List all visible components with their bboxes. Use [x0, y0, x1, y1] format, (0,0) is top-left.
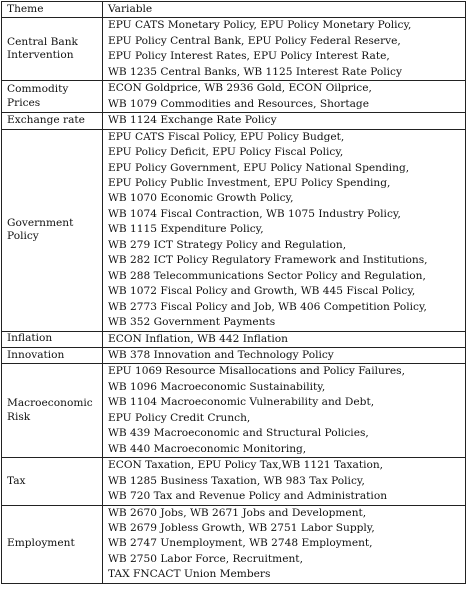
header-variable: Variable [103, 2, 466, 18]
variable-line: EPU CATS Monetary Policy, EPU Policy Monetary Policy, [108, 19, 412, 32]
variable-cell [103, 347, 466, 363]
table-row [2, 505, 466, 583]
variable-line: WB 439 Macroeconomic and Structural Policies, [108, 427, 369, 440]
variable-line: WB 720 Tax and Revenue Policy and Administration [108, 490, 388, 503]
table-row [2, 458, 466, 505]
variable-line: WB 282 ICT Policy Regulatory Framework and Institutions, [108, 254, 428, 267]
variable-line: ECON Taxation, EPU Policy Tax,WB 1121 Taxation, [108, 459, 384, 472]
theme-cell: Commodity Prices [2, 81, 103, 113]
variable-line: EPU Policy Interest Rates, EPU Policy Interest Rate, [108, 50, 390, 63]
variable-line: WB 288 Telecommunications Sector Policy and Regulation, [108, 269, 426, 282]
theme-cell: Exchange rate [2, 113, 103, 129]
theme-cell: Innovation [2, 347, 103, 363]
variable-cell [103, 364, 466, 458]
variable-cell [103, 458, 466, 505]
theme-variable-table [1, 1, 466, 584]
theme-cell: Inflation [2, 331, 103, 347]
variable-line: EPU CATS Fiscal Policy, EPU Policy Budget, [108, 130, 345, 143]
variable-cell [103, 505, 466, 583]
variable-cell [103, 18, 466, 81]
variable-line: WB 2679 Jobless Growth, WB 2751 Labor Supply, [108, 521, 375, 534]
variable-line: WB 1074 Fiscal Contraction, WB 1075 Industry Policy, [108, 207, 401, 220]
variable-line: WB 2670 Jobs, WB 2671 Jobs and Development, [108, 506, 367, 519]
table-row [2, 113, 466, 129]
variable-line: WB 1115 Expenditure Policy, [108, 223, 264, 236]
variable-line: WB 1072 Fiscal Policy and Growth, WB 445 Fiscal Policy, [108, 285, 416, 298]
variable-line: WB 378 Innovation and Technology Policy [108, 348, 334, 361]
table-row [2, 18, 466, 81]
variable-line: WB 2750 Labor Force, Recruitment, [108, 552, 303, 565]
variable-line: WB 1070 Economic Growth Policy, [108, 192, 294, 205]
theme-cell: Tax [2, 458, 103, 505]
variable-line: WB 1235 Central Banks, WB 1125 Interest Rate Policy [108, 65, 402, 78]
variable-line: WB 1285 Business Taxation, WB 983 Tax Policy, [108, 474, 365, 487]
theme-cell: Government Policy [2, 129, 103, 331]
theme-cell: Macroeconomic Risk [2, 364, 103, 458]
variable-line: WB 279 ICT Strategy Policy and Regulation, [108, 238, 347, 251]
variable-line: WB 2773 Fiscal Policy and Job, WB 406 Competition Policy, [108, 300, 427, 313]
header-row [2, 2, 466, 18]
variable-line: WB 440 Macroeconomic Monitoring, [108, 442, 307, 455]
variable-cell [103, 331, 466, 347]
theme-cell: Employment [2, 505, 103, 583]
variable-line: WB 1124 Exchange Rate Policy [108, 114, 277, 127]
variable-line: WB 352 Government Payments [108, 316, 276, 329]
theme-cell: Central Bank Intervention [2, 18, 103, 81]
variable-line: WB 1104 Macroeconomic Vulnerability and Debt, [108, 396, 375, 409]
table-row [2, 331, 466, 347]
table-row [2, 81, 466, 113]
variable-line: ECON Goldprice, WB 2936 Gold, ECON Oilprice, [108, 82, 372, 95]
table-row [2, 129, 466, 331]
variable-line: TAX FNCACT Union Members [108, 568, 271, 581]
variable-line: EPU Policy Public Investment, EPU Policy Spending, [108, 176, 391, 189]
variable-cell [103, 129, 466, 331]
header-theme: Theme [2, 2, 103, 18]
table-row [2, 347, 466, 363]
variable-line: ECON Inflation, WB 442 Inflation [108, 332, 288, 345]
variable-line: EPU Policy Government, EPU Policy National Spending, [108, 161, 410, 174]
table-body [2, 18, 466, 583]
variable-line: WB 1096 Macroeconomic Sustainability, [108, 380, 326, 393]
variable-line: EPU Policy Central Bank, EPU Policy Federal Reserve, [108, 34, 401, 47]
variable-line: WB 2747 Unemployment, WB 2748 Employment, [108, 537, 373, 550]
variable-cell [103, 113, 466, 129]
variable-cell [103, 81, 466, 113]
variable-line: EPU Policy Credit Crunch, [108, 411, 251, 424]
variable-line: EPU Policy Deficit, EPU Policy Fiscal Policy, [108, 146, 344, 159]
variable-line: WB 1079 Commodities and Resources, Shortage [108, 97, 369, 110]
table-row [2, 364, 466, 458]
variable-line: EPU 1069 Resource Misallocations and Policy Failures, [108, 365, 405, 378]
